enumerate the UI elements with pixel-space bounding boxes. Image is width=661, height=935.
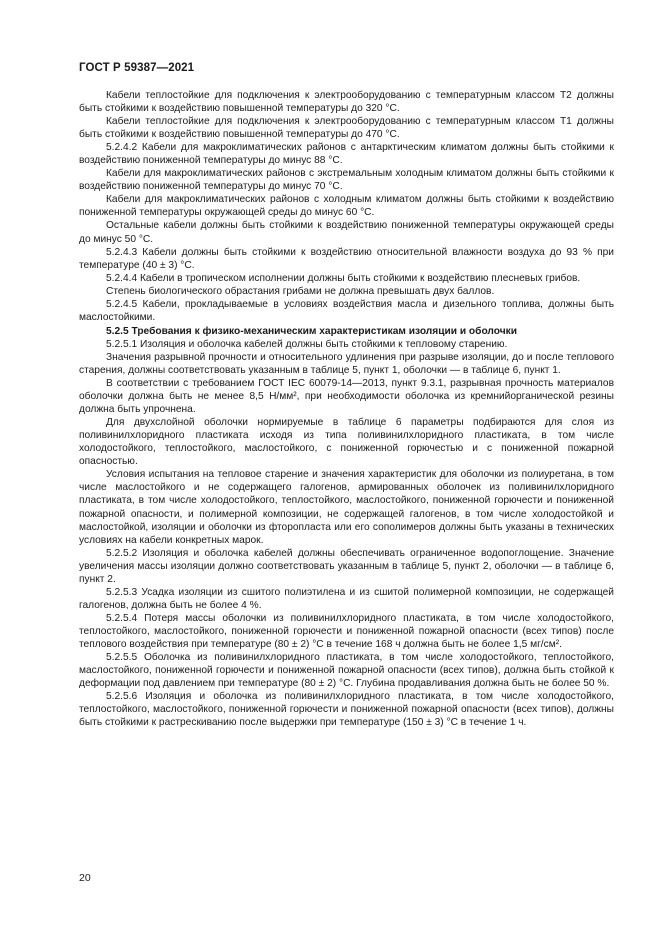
- document-body: [79, 89, 614, 729]
- paragraph: 5.2.5.6 Изоляция и оболочка из поливинилхлоридного пластиката, в том числе холодостойкого, теплостойкого, маслостойкого, пониженной горючести и пониженной пожарной опасности (всех типов), должны быть стойкими к растрескиванию после выдержки при температуре (150 ± 3) °С в течение 1 ч.: [79, 691, 614, 729]
- paragraph: В соответствии с требованием ГОСТ IEC 60079-14—2013, пункт 9.3.1, разрывная прочность материалов оболочки должна быть не менее 8,5 Н/мм², при необходимости оболочка из кремнийорганической резины должна быть упрочнена.: [79, 378, 614, 416]
- standard-code-header: ГОСТ Р 59387—2021: [79, 62, 195, 74]
- paragraph: Кабели теплостойкие для подключения к электрооборудованию с температурным классом Т1 должны быть стойкими к воздействию повышенной температуры до 470 °С.: [79, 116, 614, 141]
- paragraph: 5.2.4.2 Кабели для макроклиматических районов с антарктическим климатом должны быть стойкими к воздействию пониженной температуры до минус 88 °С.: [79, 142, 614, 167]
- paragraph: 5.2.5.3 Усадка изоляции из сшитого полиэтилена и из сшитой полимерной композиции, не содержащей галогенов, должна быть не более 4 %.: [79, 586, 614, 611]
- paragraph: 5.2.5.2 Изоляция и оболочка кабелей должны обеспечивать ограниченное водопоглощение. Значение увеличения массы изоляции должно соответствовать указанным в таблице 5, пункт 2, оболочки — в таблице 6, пункт 2.: [79, 547, 614, 585]
- paragraph: 5.2.5.1 Изоляция и оболочка кабелей должны быть стойкими к тепловому старению.: [106, 338, 508, 350]
- paragraph: 5.2.5.5 Оболочка из поливинилхлоридного пластиката, в том числе холодостойкого, теплостойкого, маслостойкого, пониженной горючести и пониженной пожарной опасности (всех типов), должна быть стойкой к деформации под давлением при температуре (80 ± 2) °С. Глубина продавливания должна быть не более 50 %.: [79, 652, 614, 690]
- paragraph: Условия испытания на тепловое старение и значения характеристик для оболочки из полиуретана, в том числе маслостойкого и не содержащего галогенов, армированных оболочек из поливинилхлоридного пластиката, в том числе холодостойкого, теплостойкого, маслостойкого, пониженной горючести и пониженной пожарной опасности, и полимерной композиции, не содержащей галогенов, в том числе холодостойкой и маслостойкой, изоляции и оболочки из фторопласта или его сополимеров должны быть указаны в технических условиях на кабели конкретных марок.: [79, 469, 614, 546]
- paragraph: Значения разрывной прочности и относительного удлинения при разрыве изоляции, до и после теплового старения, должны соответствовать указанным в таблице 5, пункт 1, оболочки — в таблице 6, пункт 1.: [79, 351, 614, 376]
- paragraph: 5.2.4.5 Кабели, прокладываемые в условиях воздействия масла и дизельного топлива, должны быть маслостойкими.: [79, 298, 614, 323]
- paragraph: Степень биологического обрастания грибами не должна превышать двух баллов.: [106, 285, 495, 297]
- paragraph: Остальные кабели должны быть стойкими к воздействию пониженной температуры окружающей среды до минус 50 °С.: [79, 220, 614, 245]
- paragraph: Кабели для макроклиматических районов с экстремальным холодным климатом должны быть стойкими к воздействию пониженной температуры до минус 70 °С.: [79, 168, 614, 193]
- paragraph: Кабели для макроклиматических районов с холодным климатом должны быть стойкими к воздействию пониженной температуры окружающей среды до минус 60 °С.: [79, 194, 614, 219]
- paragraph: 5.2.4.4 Кабели в тропическом исполнении должны быть стойкими к воздействию плесневых грибов.: [106, 272, 581, 284]
- paragraph: 5.2.4.3 Кабели должны быть стойкими к воздействию относительной влажности воздуха до 93 % при температуре (40 ± 3) °С.: [79, 246, 614, 271]
- page-number: 20: [79, 872, 91, 884]
- section-heading: 5.2.5 Требования к физико-механическим характеристикам изоляции и оболочки: [106, 325, 517, 337]
- paragraph: Кабели теплостойкие для подключения к электрооборудованию с температурным классом Т2 должны быть стойкими к воздействию повышенной температуры до 320 °С.: [79, 90, 614, 115]
- paragraph: 5.2.5.4 Потеря массы оболочки из поливинилхлоридного пластиката, в том числе холодостойкого, теплостойкого, маслостойкого, пониженной горючести и пониженной пожарной опасности (всех типов) после теплового воздействия при температуре (80 ± 2) °С в течение 168 ч должна быть не более 1,5 мг/см².: [79, 612, 614, 650]
- paragraph: Для двухслойной оболочки нормируемые в таблице 6 параметры подбираются для слоя из поливинилхлоридного пластиката исходя из типа поливинилхлоридного пластиката, в том числе холодостойкого, теплостойкого, маслостойкого, с пониженной горючестью и с пониженной пожарной опасностью.: [79, 417, 614, 468]
